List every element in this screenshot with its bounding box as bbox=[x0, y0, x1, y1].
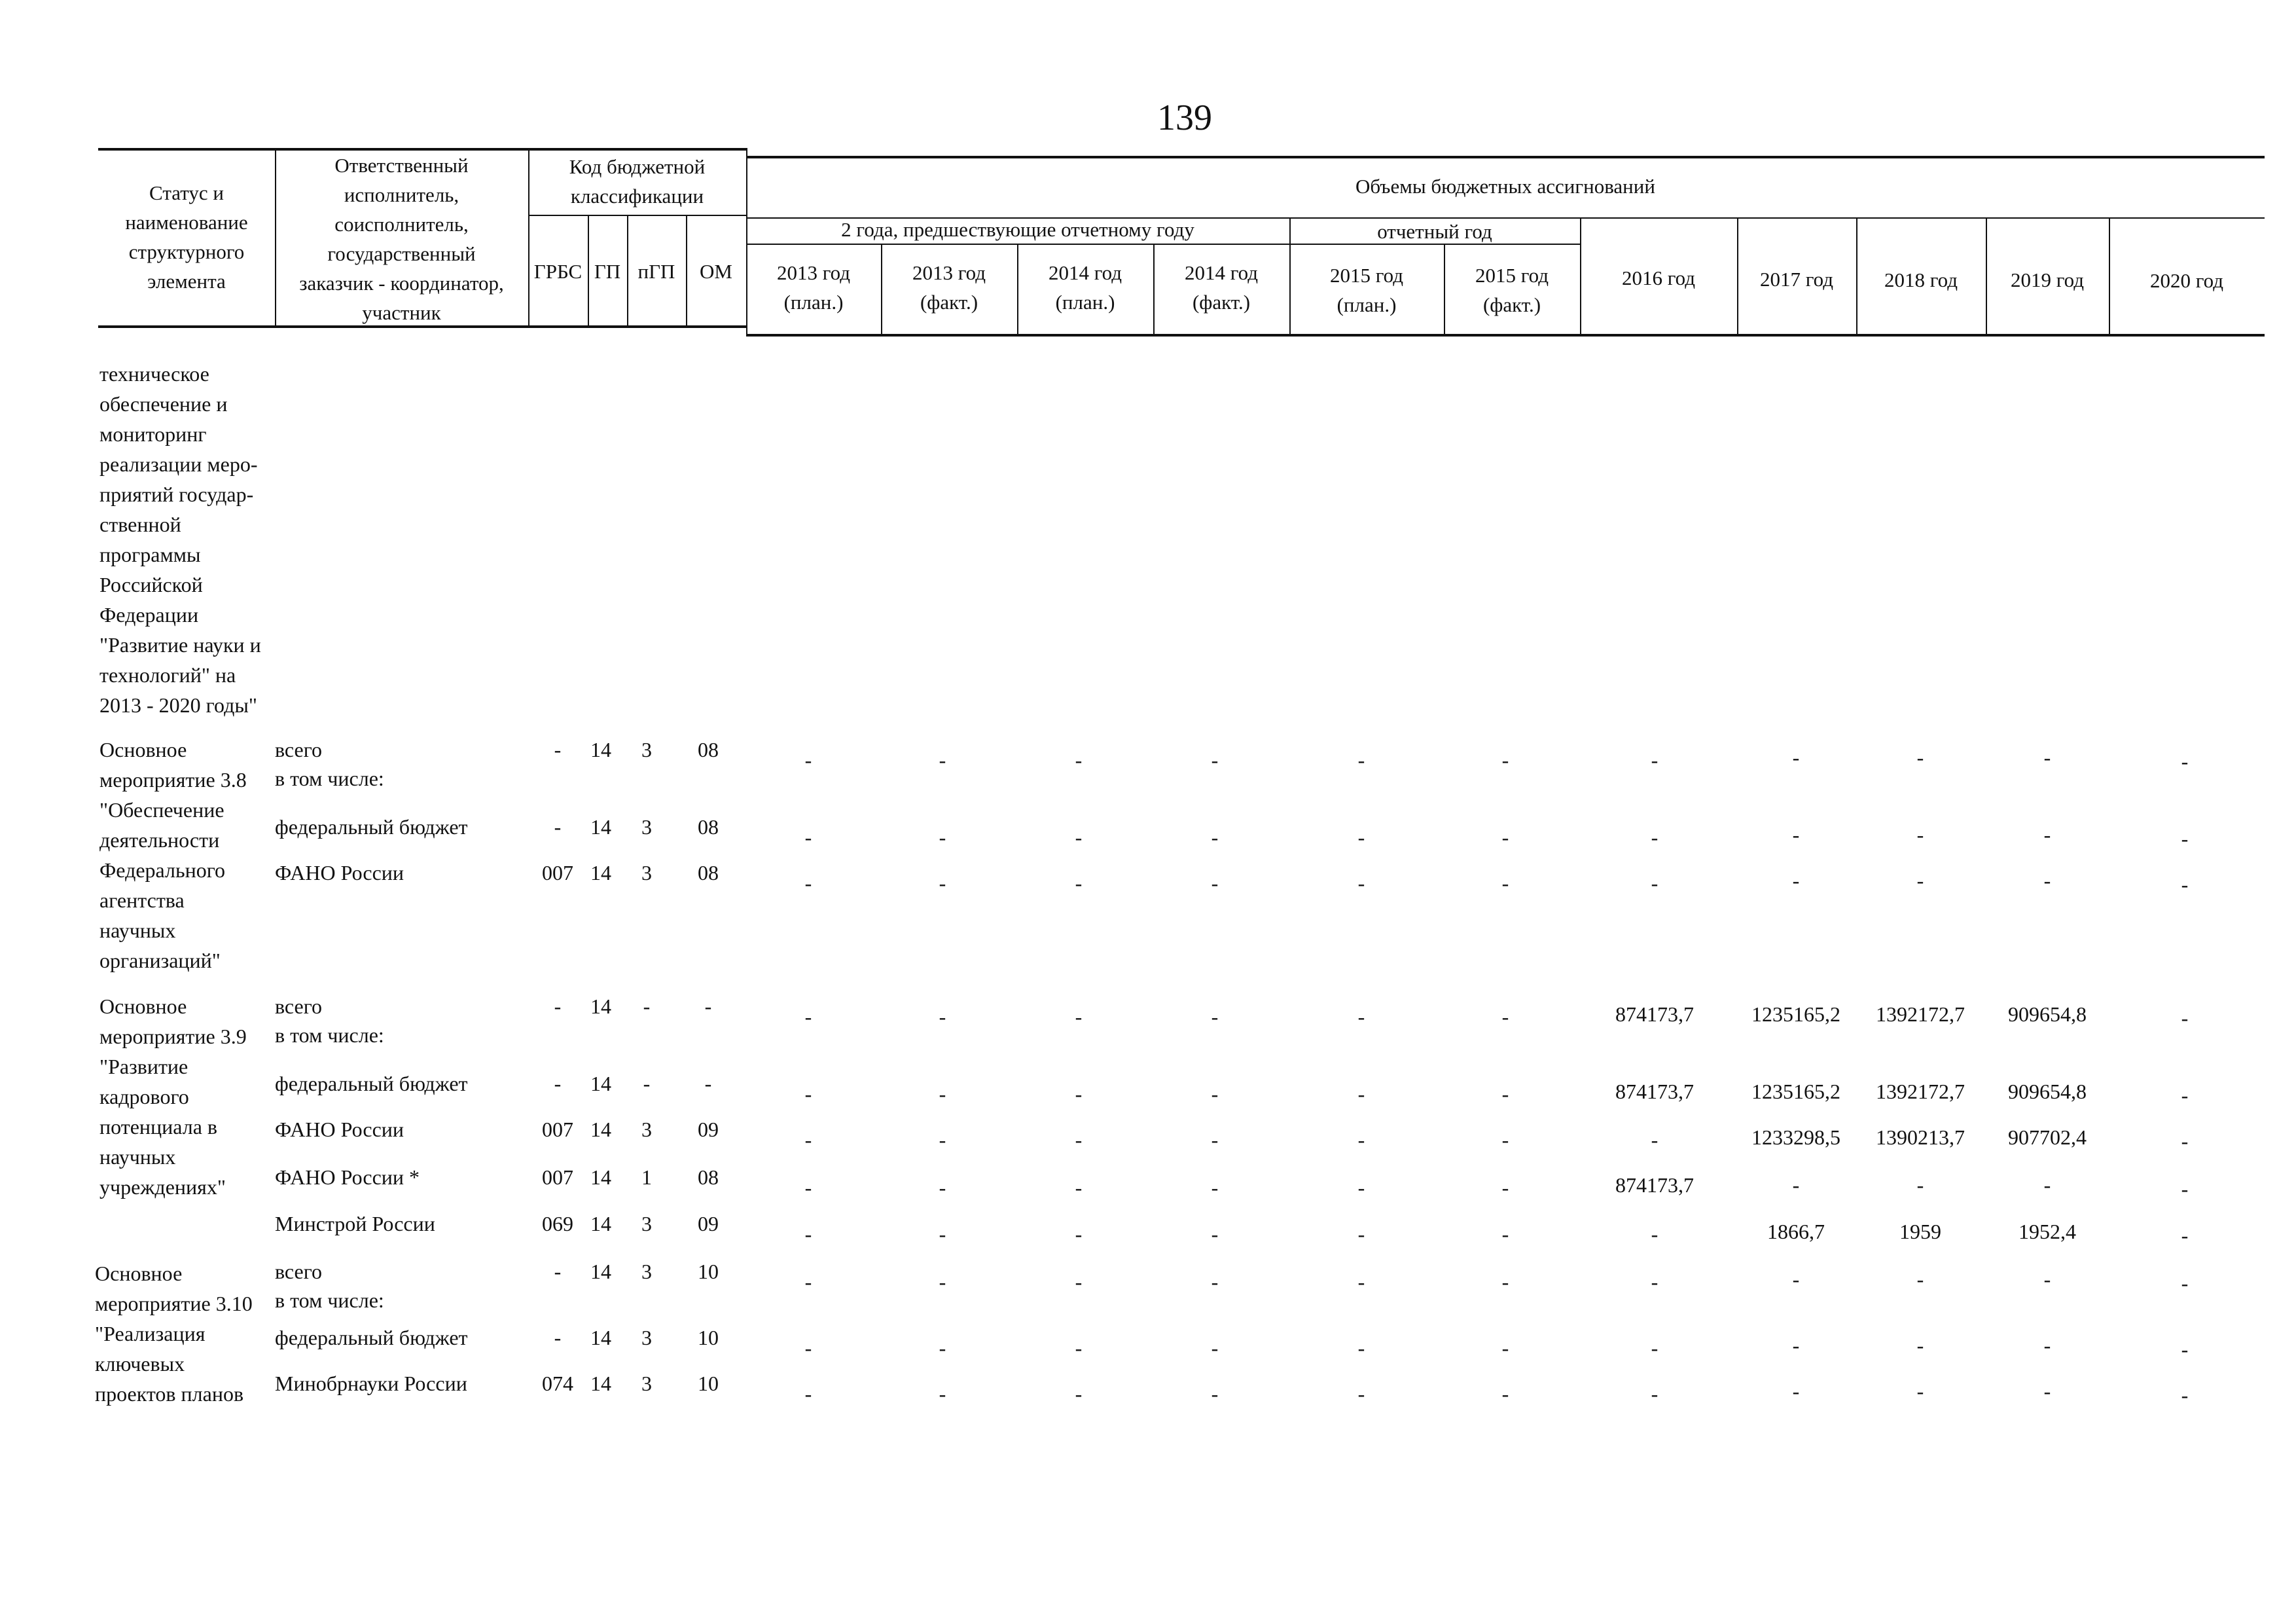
header-year-col: 2014 год (план.) bbox=[1048, 261, 1122, 314]
row-value: - bbox=[1075, 1082, 1083, 1106]
row-participant: всего bbox=[275, 738, 323, 761]
row-value: - bbox=[1211, 871, 1219, 895]
row-value: - bbox=[1211, 1336, 1219, 1360]
row-participant: ФАНО России bbox=[275, 1118, 404, 1141]
header-om: ОМ bbox=[700, 260, 732, 283]
row-value: - bbox=[2181, 873, 2189, 896]
row-value: - bbox=[1916, 1334, 1924, 1357]
row-value: - bbox=[2181, 1177, 2189, 1201]
row-participant-sub: в том числе: bbox=[275, 1023, 384, 1047]
row-value: - bbox=[1075, 1005, 1083, 1029]
code-subrule bbox=[528, 215, 746, 216]
row-value: - bbox=[2181, 1271, 2189, 1295]
header-pgp: пГП bbox=[637, 260, 675, 283]
row-value: - bbox=[2181, 1006, 2189, 1030]
row-code-grbs: 007 bbox=[542, 1118, 573, 1141]
row-code-gp: 14 bbox=[590, 1212, 611, 1235]
row-value: - bbox=[1501, 1082, 1509, 1106]
row-value: 874173,7 bbox=[1615, 1173, 1694, 1197]
row-code-om: 08 bbox=[698, 861, 719, 884]
row-value: - bbox=[1357, 1176, 1365, 1199]
row-value: - bbox=[1792, 1334, 1800, 1357]
row-value: - bbox=[1651, 1336, 1659, 1360]
row-value: - bbox=[1075, 1176, 1083, 1199]
row-code-grbs: - bbox=[554, 1326, 562, 1349]
row-code-om: 08 bbox=[698, 1165, 719, 1189]
row-value: - bbox=[1075, 1270, 1083, 1294]
row-value: - bbox=[1651, 1382, 1659, 1406]
row-value: - bbox=[1792, 746, 1800, 769]
row-value: - bbox=[1075, 871, 1083, 895]
row-value: - bbox=[1075, 1382, 1083, 1406]
row-code-gp: 14 bbox=[590, 815, 611, 839]
row-value: - bbox=[1916, 746, 1924, 769]
header-bottom-rule-right bbox=[746, 334, 2265, 337]
row-code-grbs: 074 bbox=[542, 1372, 573, 1395]
row-code-om: 09 bbox=[698, 1118, 719, 1141]
row-code-grbs: - bbox=[554, 1072, 562, 1095]
row-value: - bbox=[1916, 1267, 1924, 1291]
row-value: - bbox=[1501, 1222, 1509, 1246]
row-value: - bbox=[804, 1382, 812, 1406]
row-code-om: - bbox=[704, 994, 712, 1018]
row-value: - bbox=[1357, 1382, 1365, 1406]
row-code-om: 10 bbox=[698, 1260, 719, 1283]
row-code-om: 08 bbox=[698, 815, 719, 839]
row-value: - bbox=[1792, 1267, 1800, 1291]
row-value: - bbox=[1357, 826, 1365, 849]
row-value: 874173,7 bbox=[1615, 1002, 1694, 1026]
row-participant: ФАНО России bbox=[275, 861, 404, 884]
header-gp: ГП bbox=[594, 260, 621, 283]
row-value: 1233298,5 bbox=[1751, 1125, 1840, 1149]
header-year-col: 2013 год (план.) bbox=[776, 261, 851, 314]
row-code-pgp: 3 bbox=[641, 861, 652, 884]
row-value: - bbox=[1357, 871, 1365, 895]
row-value: - bbox=[1792, 1379, 1800, 1403]
row-value: - bbox=[1211, 826, 1219, 849]
row-value: 874173,7 bbox=[1615, 1080, 1694, 1103]
row-value: - bbox=[1211, 1222, 1219, 1246]
row-value: - bbox=[1211, 1270, 1219, 1294]
row-value: - bbox=[1357, 1128, 1365, 1152]
row-value: 1866,7 bbox=[1767, 1220, 1825, 1243]
row-code-gp: 14 bbox=[590, 1260, 611, 1283]
row-value: - bbox=[1501, 1176, 1509, 1199]
row-code-gp: 14 bbox=[590, 861, 611, 884]
row-code-pgp: 3 bbox=[641, 1372, 652, 1395]
row-code-grbs: 069 bbox=[542, 1212, 573, 1235]
row-value: - bbox=[804, 1176, 812, 1199]
row-value: - bbox=[2181, 1338, 2189, 1361]
row-value: - bbox=[939, 1128, 946, 1152]
header-year-col: 2018 год bbox=[1884, 268, 1958, 291]
row-participant-sub: в том числе: bbox=[275, 1288, 384, 1312]
row-value: - bbox=[1075, 748, 1083, 772]
row-value: - bbox=[939, 748, 946, 772]
row-code-gp: 14 bbox=[590, 1372, 611, 1395]
row-participant-sub: в том числе: bbox=[275, 767, 384, 790]
row-value: - bbox=[939, 826, 946, 849]
row-value: - bbox=[939, 1222, 946, 1246]
row-code-gp: 14 bbox=[590, 994, 611, 1018]
row-value: - bbox=[939, 1336, 946, 1360]
group-name-3-9: Основное мероприятие 3.9 "Развитие кадрового потенциала в научных учреждениях" bbox=[99, 994, 247, 1199]
row-code-gp: 14 bbox=[590, 1326, 611, 1349]
row-value: - bbox=[1501, 1382, 1509, 1406]
row-value: - bbox=[1075, 1336, 1083, 1360]
row-value: - bbox=[1211, 1128, 1219, 1152]
row-value: - bbox=[804, 748, 812, 772]
row-value: - bbox=[1651, 1222, 1659, 1246]
row-value: - bbox=[1501, 871, 1509, 895]
row-value: - bbox=[1501, 1336, 1509, 1360]
row-value: - bbox=[1501, 1270, 1509, 1294]
header-responsible: Ответственный исполнитель, соисполнитель, государственный заказчик - координатор, участник bbox=[299, 154, 504, 324]
row-value: - bbox=[2043, 823, 2051, 847]
row-code-pgp: 3 bbox=[641, 1326, 652, 1349]
row-value: - bbox=[2043, 1173, 2051, 1197]
row-value: - bbox=[1357, 1270, 1365, 1294]
header-year-col: 2015 год (план.) bbox=[1329, 264, 1404, 316]
row-value: - bbox=[1357, 748, 1365, 772]
row-value: 1959 bbox=[1899, 1220, 1941, 1243]
row-participant: ФАНО России * bbox=[275, 1165, 420, 1189]
group-name-3-10: Основное мероприятие 3.10 "Реализация ключевых проектов планов bbox=[95, 1262, 253, 1406]
row-value: - bbox=[1211, 1382, 1219, 1406]
row-value: 1390213,7 bbox=[1876, 1125, 1965, 1149]
row-value: 909654,8 bbox=[2008, 1002, 2087, 1026]
row-value: - bbox=[2043, 869, 2051, 892]
row-value: - bbox=[1792, 1173, 1800, 1197]
row-value: - bbox=[1211, 1176, 1219, 1199]
row-value: - bbox=[2043, 1267, 2051, 1291]
row-value: - bbox=[2043, 1379, 2051, 1403]
header-status-name: Статус и наименование структурного элемента bbox=[125, 181, 248, 293]
row-value: - bbox=[2043, 746, 2051, 769]
row-value: - bbox=[804, 826, 812, 849]
row-value: - bbox=[1651, 1270, 1659, 1294]
row-code-grbs: 007 bbox=[542, 861, 573, 884]
group-name-3-8: Основное мероприятие 3.8 "Обеспечение деятельности Федерального агентства научных организаций" bbox=[99, 738, 247, 972]
row-value: - bbox=[1916, 823, 1924, 847]
row-value: 1235165,2 bbox=[1751, 1080, 1840, 1103]
row-code-pgp: - bbox=[643, 1072, 651, 1095]
row-value: - bbox=[939, 1270, 946, 1294]
row-code-pgp: 3 bbox=[641, 815, 652, 839]
row-code-om: 10 bbox=[698, 1326, 719, 1349]
row-code-grbs: - bbox=[554, 1260, 562, 1283]
row-value: - bbox=[1651, 1128, 1659, 1152]
row-code-gp: 14 bbox=[590, 738, 611, 761]
row-value: - bbox=[1501, 1005, 1509, 1029]
row-code-pgp: 3 bbox=[641, 1118, 652, 1141]
row-code-grbs: 007 bbox=[542, 1165, 573, 1189]
row-code-gp: 14 bbox=[590, 1072, 611, 1095]
row-code-pgp: 3 bbox=[641, 1260, 652, 1283]
row-participant: федеральный бюджет bbox=[275, 1326, 468, 1349]
row-code-om: 09 bbox=[698, 1212, 719, 1235]
header-year-col: 2016 год bbox=[1621, 266, 1696, 289]
header-year-col: 2014 год (факт.) bbox=[1184, 261, 1259, 314]
row-value: - bbox=[1651, 748, 1659, 772]
row-value: - bbox=[1916, 1379, 1924, 1403]
row-value: - bbox=[1357, 1336, 1365, 1360]
row-value: - bbox=[1501, 748, 1509, 772]
header-year-col: 2019 год bbox=[2010, 268, 2085, 291]
row-value: - bbox=[939, 1005, 946, 1029]
header-budget-code: Код бюджетной классификации bbox=[569, 155, 706, 208]
row-value: 1392172,7 bbox=[1876, 1080, 1965, 1103]
row-participant: всего bbox=[275, 994, 323, 1018]
row-value: - bbox=[939, 1082, 946, 1106]
row-value: - bbox=[1792, 869, 1800, 892]
row-value: - bbox=[804, 1005, 812, 1029]
row-value: - bbox=[1501, 826, 1509, 849]
header-year-col: 2020 год bbox=[2149, 269, 2224, 292]
row-value: - bbox=[1651, 826, 1659, 849]
row-value: 1235165,2 bbox=[1751, 1002, 1840, 1026]
header-year-col: 2015 год (факт.) bbox=[1475, 264, 1549, 316]
continued-element-text: техническое обеспечение и мониторинг реализации меро- приятий государ- ственной программы Российской Федерации "Развитие науки и технологий" на 2013 - 2020 годы" bbox=[99, 362, 261, 717]
header-top-rule-right bbox=[746, 156, 2265, 158]
row-value: - bbox=[2181, 1084, 2189, 1107]
row-value: - bbox=[1357, 1005, 1365, 1029]
row-value: 1952,4 bbox=[2018, 1220, 2076, 1243]
row-participant: Минстрой России bbox=[275, 1212, 435, 1235]
row-value: - bbox=[1075, 1222, 1083, 1246]
row-code-gp: 14 bbox=[590, 1118, 611, 1141]
row-value: - bbox=[1211, 748, 1219, 772]
row-value: - bbox=[804, 1222, 812, 1246]
page-number: 139 bbox=[1157, 98, 1212, 138]
header-volumes: Объемы бюджетных ассигнований bbox=[1355, 175, 1655, 198]
header-prev-two-years: 2 года, предшествующие отчетному году bbox=[841, 218, 1194, 241]
header-year-col: 2013 год (факт.) bbox=[912, 261, 986, 314]
row-value: - bbox=[804, 1336, 812, 1360]
row-participant: Минобрнауки России bbox=[275, 1372, 467, 1395]
row-code-om: 10 bbox=[698, 1372, 719, 1395]
row-value: - bbox=[939, 1176, 946, 1199]
row-value: - bbox=[1211, 1082, 1219, 1106]
row-participant: всего bbox=[275, 1260, 323, 1283]
row-value: - bbox=[1357, 1082, 1365, 1106]
header-year-col: 2017 год bbox=[1759, 268, 1834, 291]
row-value: - bbox=[1916, 869, 1924, 892]
row-value: - bbox=[1357, 1222, 1365, 1246]
row-value: - bbox=[804, 1082, 812, 1106]
row-value: - bbox=[804, 871, 812, 895]
row-value: - bbox=[1075, 826, 1083, 849]
row-code-om: - bbox=[704, 1072, 712, 1095]
row-value: - bbox=[2181, 827, 2189, 850]
row-participant: федеральный бюджет bbox=[275, 1072, 468, 1095]
row-code-grbs: - bbox=[554, 994, 562, 1018]
row-value: - bbox=[804, 1270, 812, 1294]
row-code-grbs: - bbox=[554, 738, 562, 761]
row-value: - bbox=[939, 1382, 946, 1406]
row-code-pgp: 3 bbox=[641, 738, 652, 761]
row-value: - bbox=[1075, 1128, 1083, 1152]
row-value: - bbox=[1651, 871, 1659, 895]
row-value: - bbox=[804, 1128, 812, 1152]
row-value: - bbox=[1211, 1005, 1219, 1029]
row-code-pgp: 1 bbox=[641, 1165, 652, 1189]
row-value: 1392172,7 bbox=[1876, 1002, 1965, 1026]
row-code-pgp: - bbox=[643, 994, 651, 1018]
row-value: 909654,8 bbox=[2008, 1080, 2087, 1103]
row-value: - bbox=[2043, 1334, 2051, 1357]
row-code-om: 08 bbox=[698, 738, 719, 761]
row-value: - bbox=[1916, 1173, 1924, 1197]
row-code-grbs: - bbox=[554, 815, 562, 839]
row-value: 907702,4 bbox=[2008, 1125, 2087, 1149]
row-value: - bbox=[1501, 1128, 1509, 1152]
row-code-gp: 14 bbox=[590, 1165, 611, 1189]
row-value: - bbox=[939, 871, 946, 895]
row-value: - bbox=[2181, 1129, 2189, 1153]
row-participant: федеральный бюджет bbox=[275, 815, 468, 839]
row-code-pgp: 3 bbox=[641, 1212, 652, 1235]
row-value: - bbox=[1792, 823, 1800, 847]
row-value: - bbox=[2181, 750, 2189, 773]
row-value: - bbox=[2181, 1383, 2189, 1407]
row-value: - bbox=[2181, 1224, 2189, 1247]
header-grbs: ГРБС bbox=[533, 260, 583, 283]
header-report-year: отчетный год bbox=[1377, 220, 1492, 243]
